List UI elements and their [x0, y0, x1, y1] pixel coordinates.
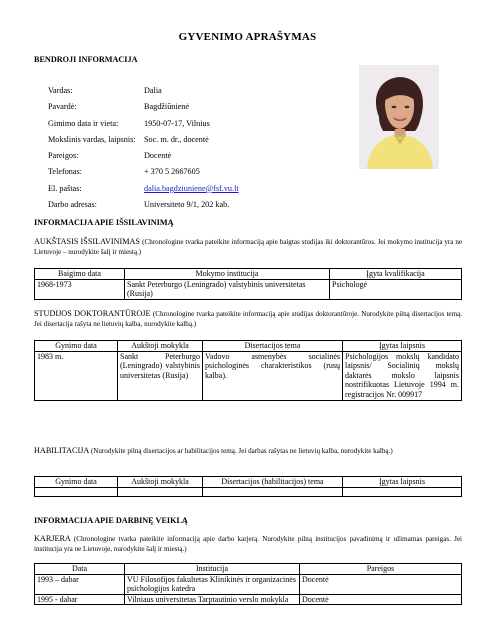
table-cell: Sankt Peterburgo (Leningrado) valstybinis universitetas (Rusija) — [125, 279, 330, 299]
info-label: Darbo adresas: — [48, 200, 97, 210]
higher-education-note: (Chronologine tvarka pateikite informaciją apie baigtas studijas iki doktorantūros. Jei mokymo institucija yra ne Lietuvoje – nurodykite šalį ir miestą.) — [34, 238, 463, 256]
table-header-row — [35, 564, 462, 575]
table-header-row — [35, 269, 462, 280]
column-header: Aukštoji mokykla — [118, 341, 203, 352]
table-row — [35, 574, 462, 594]
table-cell: 1993 – dabar — [35, 574, 125, 594]
table-cell: 1983 m. — [35, 351, 118, 400]
column-header: Įgytas laipsnis — [343, 477, 462, 488]
phd-studies-note: (Chronologine tvarka pateikite informaciją apie studijas doktorantūroje. Nurodykite pilną disertacijos temą. Jei disertacija rašyta ne lietuvių kalba, nurodykite kalbą.) — [34, 310, 463, 328]
career-title: KARJERA — [34, 534, 71, 543]
column-header: Pareigos — [300, 564, 462, 575]
habilitation-note: (Nurodykite pilną disertacijos ar habilitacijos temą. Jei darbas rašytas ne lietuvių kalba, nurodykite kalbą.) — [90, 447, 393, 455]
table-cell — [203, 487, 343, 496]
info-value: + 370 5 2667605 — [144, 167, 200, 177]
column-header: Institucija — [125, 564, 300, 575]
table-cell: Vilniaus universitetas Tarptautinio verslo mokykla — [125, 594, 300, 605]
info-label: Vardas: — [48, 86, 73, 95]
column-header: Disertacijos (habilitacijos) tema — [203, 477, 343, 488]
column-header: Disertacijos tema — [203, 341, 343, 352]
table-row — [35, 351, 462, 400]
info-value: Docentė — [144, 151, 172, 161]
column-header: Baigimo data — [35, 269, 125, 280]
phd-table — [34, 340, 462, 401]
info-label: Telefonas: — [48, 167, 82, 177]
habilitation-title: HABILITACIJA — [34, 446, 89, 455]
info-label: Pareigos: — [48, 151, 79, 161]
career-table — [34, 563, 462, 605]
higher-education-title: AUKŠTASIS IŠSILAVINIMAS — [34, 237, 140, 246]
table-cell: 1968-1973 — [35, 279, 125, 299]
portrait-image — [359, 65, 439, 169]
column-header: Data — [35, 564, 125, 575]
table-row — [35, 487, 462, 496]
table-cell: Vadovo asmenybės socialinės psichologinės charakteristikos (rusų kalba). — [203, 351, 343, 400]
info-label: Pavardė: — [48, 102, 77, 112]
table-header-row — [35, 341, 462, 352]
table-cell: Sankt Peterburgo (Leningrado) valstybinis universitetas (Rusija) — [118, 351, 203, 400]
table-cell: 1995 - dabar — [35, 594, 125, 605]
profile-photo — [359, 65, 439, 169]
education-heading: INFORMACIJA APIE IŠSILAVINIMĄ — [34, 218, 174, 227]
table-row — [35, 279, 462, 299]
document-title: GYVENIMO APRAŠYMAS — [178, 31, 317, 43]
table-cell: Docentė — [300, 574, 462, 594]
table-cell: VU Filosofijos fakultetas Klinikinės ir organizacinės psichologijos katedra — [125, 574, 300, 594]
higher-education-table — [34, 268, 462, 300]
column-header: Įgytas laipsnis — [343, 341, 462, 352]
info-value: Universiteto 9/1, 202 kab. — [144, 200, 230, 210]
info-value: Dalia — [144, 86, 162, 95]
info-label: El. paštas: — [48, 183, 82, 193]
table-row — [35, 594, 462, 605]
info-label: Mokslinis vardas, laipsnis: — [48, 134, 136, 144]
general-info-heading: BENDROJI INFORMACIJA — [34, 55, 138, 64]
column-header: Aukštoji mokykla — [118, 477, 203, 488]
career-note: (Chronologine tvarka pateikite informaciją apie darbo karjerą. Nurodykite pilną institucijos pavadinimą ir užimamas pareigas. Jei institucija yra ne Lietuvoje, nurodykite šalį ir miestą.) — [34, 535, 462, 553]
table-cell: Psichologė — [330, 279, 462, 299]
habilitation-table — [34, 476, 462, 497]
phd-studies-intro — [34, 309, 462, 329]
table-header-row — [35, 477, 462, 488]
info-value: 1950-07-17, Vilnius — [144, 118, 210, 128]
info-label: Gimimo data ir vieta: — [48, 118, 119, 128]
column-header: Įgyta kvalifikacija — [330, 269, 462, 280]
info-value: Bagdžiūnienė — [144, 102, 190, 112]
column-header: Gynimo data — [35, 341, 118, 352]
table-cell — [118, 487, 203, 496]
column-header: Gynimo data — [35, 477, 118, 488]
table-cell — [35, 487, 118, 496]
career-intro — [34, 534, 462, 554]
table-cell: Psichologijos mokslų kandidato laipsnis/ Socialinių mokslų daktarės mokslo laipsnis nostrifikuotas Lietuvoje 1994 m. registracijos Nr. 009917 — [343, 351, 462, 400]
email-link[interactable]: dalia.bagdziuniene@fsf.vu.lt — [144, 183, 239, 193]
info-value: Soc. m. dr., docentė — [144, 134, 209, 144]
habilitation-intro — [34, 446, 462, 456]
work-heading: INFORMACIJA APIE DARBINĘ VEIKLĄ — [34, 516, 188, 525]
column-header: Mokymo institucija — [125, 269, 330, 280]
phd-studies-title: STUDIJOS DOKTORANTŪROJE — [34, 309, 151, 318]
higher-education-intro — [34, 237, 462, 257]
table-cell — [343, 487, 462, 496]
table-cell: Docentė — [300, 594, 462, 605]
